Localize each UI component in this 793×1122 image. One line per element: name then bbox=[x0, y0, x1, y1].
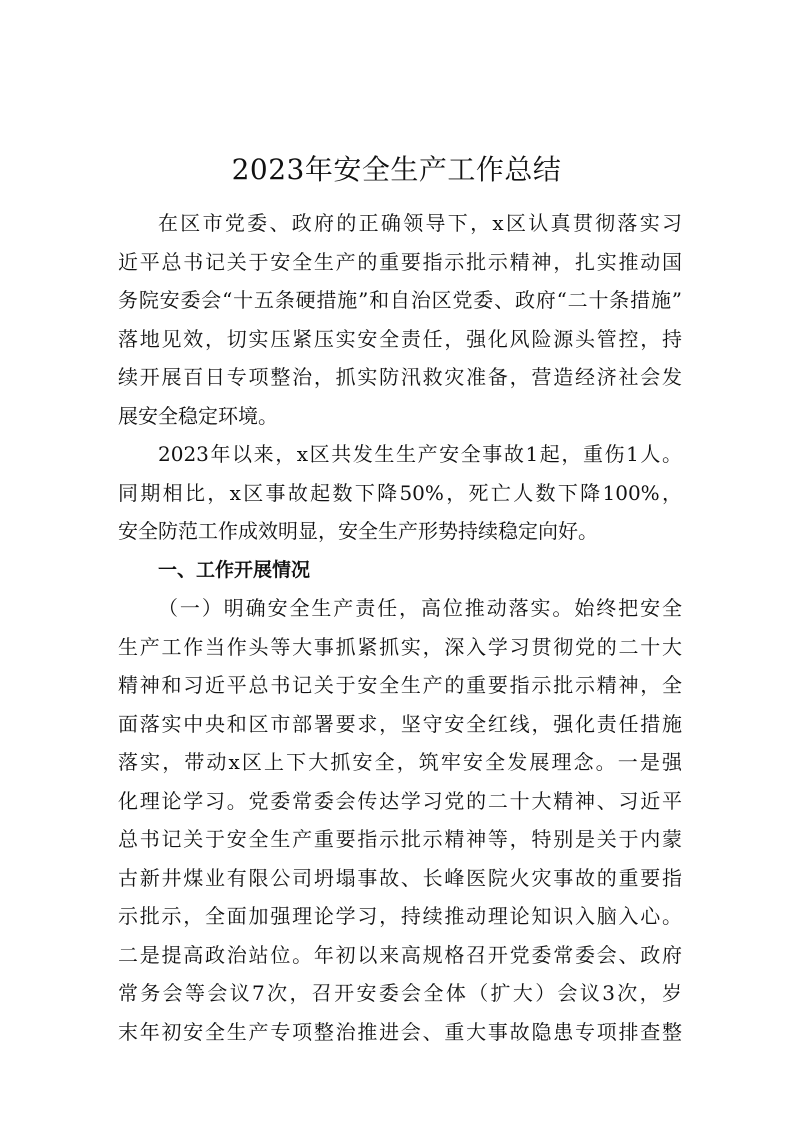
text-line: 2023年以来，x区共发生生产安全事故1起，重伤1人。 bbox=[158, 442, 682, 466]
text-line: （一）明确安全生产责任，高位推动落实。始终把安全 bbox=[158, 596, 682, 620]
text-line: 精神和习近平总书记关于安全生产的重要指示批示精神，全 bbox=[118, 673, 682, 697]
text-line: 常务会等会议7次，召开安委会全体（扩大）会议3次，岁 bbox=[118, 981, 682, 1005]
text-line: 在区市党委、政府的正确领导下，x区认真贯彻落实习 bbox=[158, 211, 682, 235]
text-line: 末年初安全生产专项整治推进会、重大事故隐患专项排查整 bbox=[118, 1019, 682, 1044]
paragraph-statistics bbox=[118, 435, 682, 551]
document-body bbox=[118, 204, 682, 1051]
section-heading: 一、工作开展情况 bbox=[158, 558, 311, 581]
text-line: 面落实中央和区市部署要求，坚守安全红线，强化责任措施 bbox=[118, 711, 682, 736]
text-line: 示批示，全面加强理论学习，持续推动理论知识入脑入心。 bbox=[118, 904, 682, 928]
text-line: 化理论学习。党委常委会传达学习党的二十大精神、习近平 bbox=[118, 788, 682, 813]
text-line: 落实，带动x区上下大抓安全，筑牢安全发展理念。一是强 bbox=[118, 750, 682, 774]
text-line: 古新井煤业有限公司坍塌事故、长峰医院火灾事故的重要指 bbox=[118, 865, 682, 890]
text-line: 落地见效，切实压紧压实安全责任，强化风险源头管控，持 bbox=[118, 326, 682, 351]
text-line: 续开展百日专项整治，抓实防汛救灾准备，营造经济社会发 bbox=[118, 365, 682, 389]
text-line: 同期相比，x区事故起数下降50%，死亡人数下降100%， bbox=[118, 480, 682, 505]
text-line: 展安全稳定环境。 bbox=[118, 403, 278, 428]
text-line: 务院安委会“十五条硬措施”和自治区党委、政府“二十条措施” bbox=[118, 288, 682, 312]
text-line: 安全防范工作成效明显，安全生产形势持续稳定向好。 bbox=[118, 519, 598, 543]
text-line: 生产工作当作头等大事抓紧抓实，深入学习贯彻党的二十大 bbox=[118, 634, 682, 659]
text-line: 近平总书记关于安全生产的重要指示批示精神，扎实推动国 bbox=[118, 249, 682, 274]
text-line: 二是提高政治站位。年初以来高规格召开党委常委会、政府 bbox=[118, 942, 682, 967]
text-line: 总书记关于安全生产重要指示批示精神等，特别是关于内蒙 bbox=[118, 827, 682, 851]
document-title: 2023年安全生产工作总结 bbox=[231, 153, 562, 186]
paragraph-responsibility bbox=[118, 589, 682, 1051]
paragraph-intro bbox=[118, 204, 682, 435]
